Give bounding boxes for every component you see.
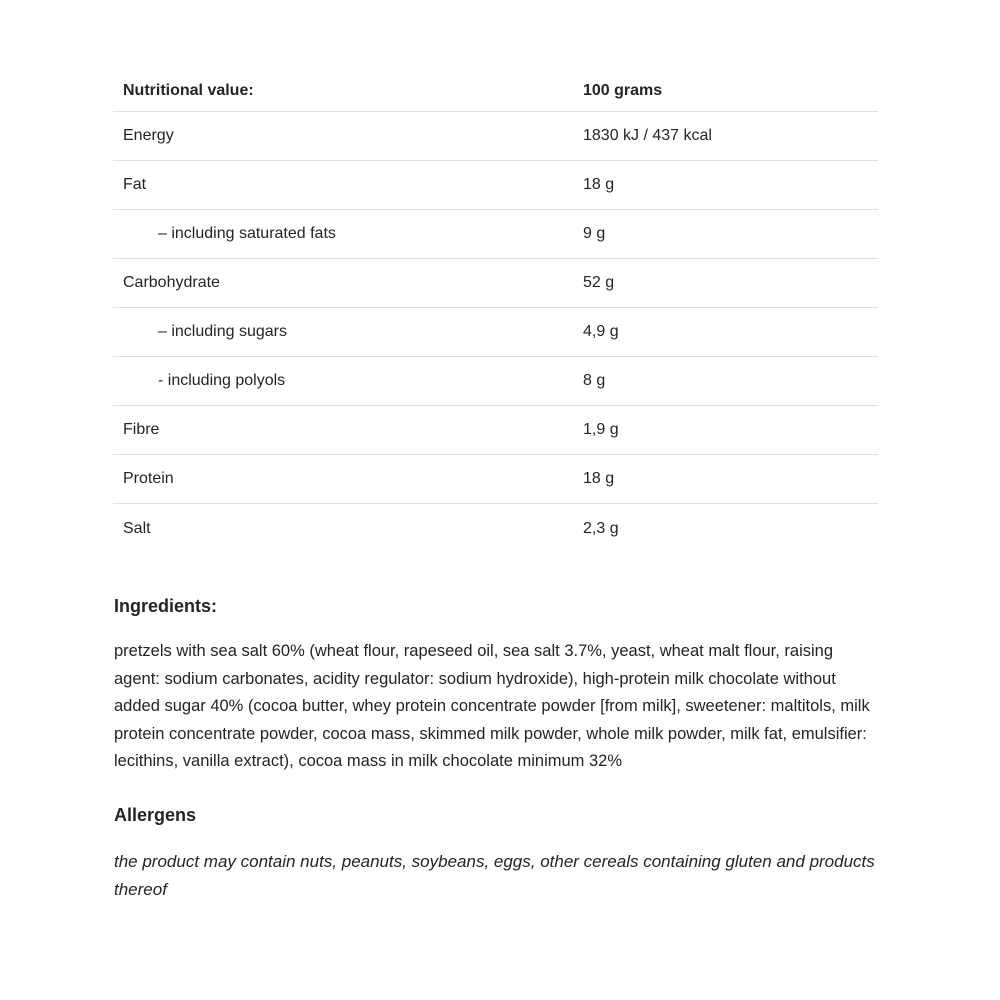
table-header-value: 100 grams <box>583 81 663 99</box>
row-sugars <box>113 308 878 357</box>
nutrient-label: - including polyols <box>158 372 286 389</box>
nutrient-value: 18 g <box>583 176 615 193</box>
nutrition-section <box>113 70 878 904</box>
row-saturated-fats <box>113 210 878 259</box>
nutrient-label: Fibre <box>123 421 160 438</box>
nutrient-value: 8 g <box>583 372 606 389</box>
nutrient-label: – including saturated fats <box>158 225 336 242</box>
nutrient-label: Energy <box>123 127 174 144</box>
nutrient-label: Salt <box>123 519 151 537</box>
nutrient-value: 1,9 g <box>583 421 619 438</box>
allergens-heading: Allergens <box>114 804 197 825</box>
nutrient-value: 9 g <box>583 225 606 242</box>
row-fat <box>113 161 878 210</box>
nutrient-value: 2,3 g <box>583 519 619 537</box>
nutrient-label: Carbohydrate <box>123 274 220 291</box>
table-header-label: Nutritional value: <box>123 81 254 99</box>
allergens-text: the product may contain nuts, peanuts, soybeans, eggs, other cereals containing gluten and products thereof <box>114 851 875 899</box>
nutrient-value: 4,9 g <box>583 323 619 340</box>
row-carbohydrate <box>113 259 878 308</box>
nutritional-value-table <box>113 70 878 553</box>
nutrient-label: Fat <box>123 176 147 193</box>
ingredients-text: pretzels with sea salt 60% (wheat flour, rapeseed oil, sea salt 3.7%, yeast, wheat malt flour, raising agent: sodium carbonates, acidity regulator: sodium hydroxide), high-protein milk chocolate without added sugar 40% (cocoa butter, whey protein concentrate powder [from milk], sweetener: maltitols, milk protein concentrate powder, cocoa mass, skimmed milk powder, whole milk powder, milk fat, emulsifier: lecithins, vanilla extract), cocoa mass in milk chocolate minimum 32% <box>114 642 870 770</box>
nutrient-label: – including sugars <box>158 323 287 340</box>
nutrient-value: 18 g <box>583 470 615 487</box>
row-polyols <box>113 357 878 406</box>
nutrient-value: 52 g <box>583 274 615 291</box>
row-fibre <box>113 406 878 455</box>
table-header-row <box>113 70 878 112</box>
row-energy <box>113 112 878 161</box>
nutrient-label: Protein <box>123 470 174 487</box>
ingredients-heading: Ingredients: <box>114 596 218 616</box>
row-salt <box>113 504 878 553</box>
row-protein <box>113 455 878 504</box>
nutrient-value: 1830 kJ / 437 kcal <box>583 127 712 144</box>
